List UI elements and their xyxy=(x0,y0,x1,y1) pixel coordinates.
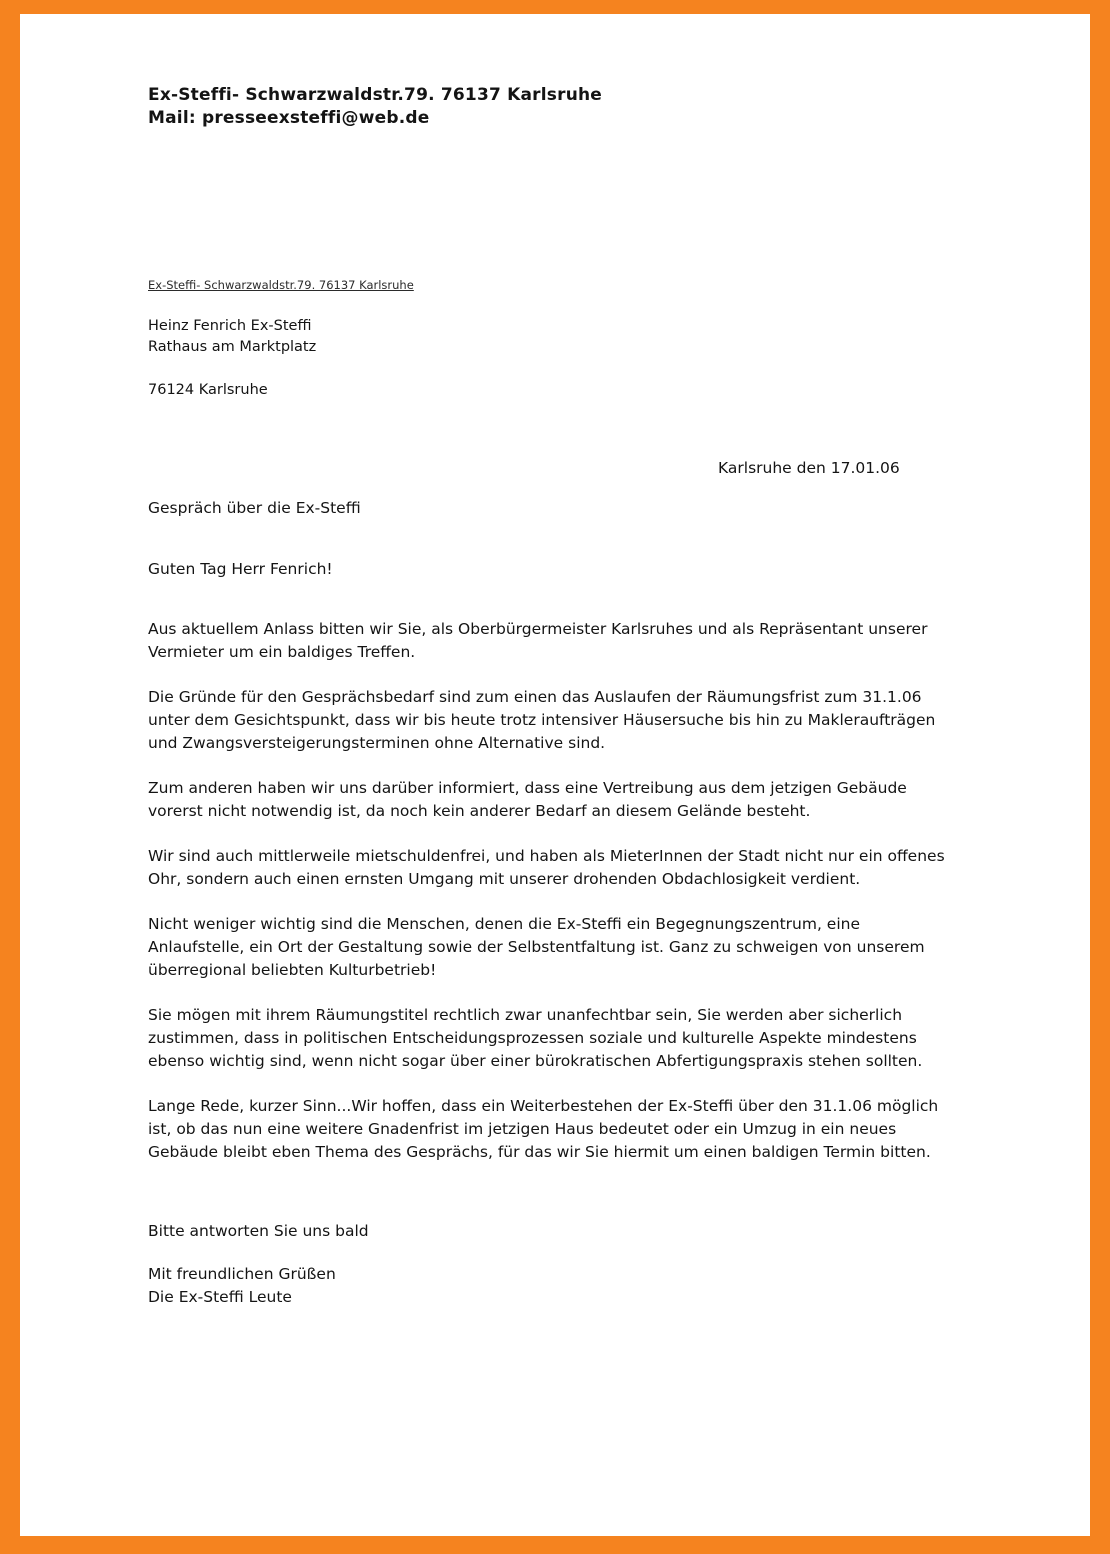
recipient-name: Heinz Fenrich Ex-Steffi xyxy=(148,318,312,334)
closing-greeting: Mit freundlichen Grüßen xyxy=(148,1265,336,1283)
closing-request: Bitte antworten Sie uns bald xyxy=(148,1222,369,1240)
subject-line: Gespräch über die Ex-Steffi xyxy=(148,499,361,517)
window-envelope-sender-line: Ex-Steffi- Schwarzwaldstr.79. 76137 Karlsruhe xyxy=(148,278,414,292)
paragraph: Die Gründe für den Gesprächsbedarf sind zum einen das Auslaufen der Räumungsfrist zum 31.1.06 unter dem Gesichtspunkt, dass wir bis heute trotz intensiver Häusersuche bis hin zu Makleraufträgen und Zwangsversteigerungsterminen ohne Alternative sind. xyxy=(148,688,936,752)
recipient-block xyxy=(148,316,952,358)
letterhead xyxy=(148,84,952,130)
letter-page xyxy=(20,14,1090,1536)
recipient-city: 76124 Karlsruhe xyxy=(148,382,268,398)
closing-signature: Die Ex-Steffi Leute xyxy=(148,1288,292,1306)
paragraph: Nicht weniger wichtig sind die Menschen, denen die Ex-Steffi ein Begegnungszentrum, eine Anlaufstelle, ein Ort der Gestaltung sowie der Selbstentfaltung ist. Ganz zu schweigen von unserem überregional beliebten Kulturbetrieb! xyxy=(148,915,925,979)
salutation: Guten Tag Herr Fenrich! xyxy=(148,560,333,578)
paragraph: Lange Rede, kurzer Sinn...Wir hoffen, dass ein Weiterbestehen der Ex-Steffi über den 31.1.06 möglich ist, ob das nun eine weitere Gnadenfrist im jetzigen Haus bedeutet oder ein Umzug in ein neues Gebäude bleibt eben Thema des Gesprächs, für das wir Sie hiermit um einen baldigen Termin bitten. xyxy=(148,1097,939,1161)
paragraph: Zum anderen haben wir uns darüber informiert, dass eine Vertreibung aus dem jetzigen Gebäude vorerst nicht notwendig ist, da noch kein anderer Bedarf an diesem Gelände besteht. xyxy=(148,779,907,820)
date-line: Karlsruhe den 17.01.06 xyxy=(718,459,900,477)
closing-block xyxy=(148,1263,952,1309)
recipient-street: Rathaus am Marktplatz xyxy=(148,339,317,355)
letter-body xyxy=(148,618,952,1164)
paragraph: Sie mögen mit ihrem Räumungstitel rechtlich zwar unanfechtbar sein, Sie werden aber sicherlich zustimmen, dass in politischen Entscheidungsprozessen soziale und kulturelle Aspekte mindestens ebenso wichtig sind, wenn nicht sogar über einer bürokratischen Abfertigungspraxis stehen sollten. xyxy=(148,1006,923,1070)
paragraph: Wir sind auch mittlerweile mietschuldenfrei, und haben als MieterInnen der Stadt nicht nur ein offenes Ohr, sondern auch einen ernsten Umgang mit unserer drohenden Obdachlosigkeit verdient. xyxy=(148,847,945,888)
letterhead-address: Ex-Steffi- Schwarzwaldstr.79. 76137 Karlsruhe xyxy=(148,85,603,105)
paragraph: Aus aktuellem Anlass bitten wir Sie, als Oberbürgermeister Karlsruhes und als Repräsentant unserer Vermieter um ein baldiges Treffen. xyxy=(148,620,928,661)
letterhead-email: Mail: presseexsteffi@web.de xyxy=(148,108,430,128)
